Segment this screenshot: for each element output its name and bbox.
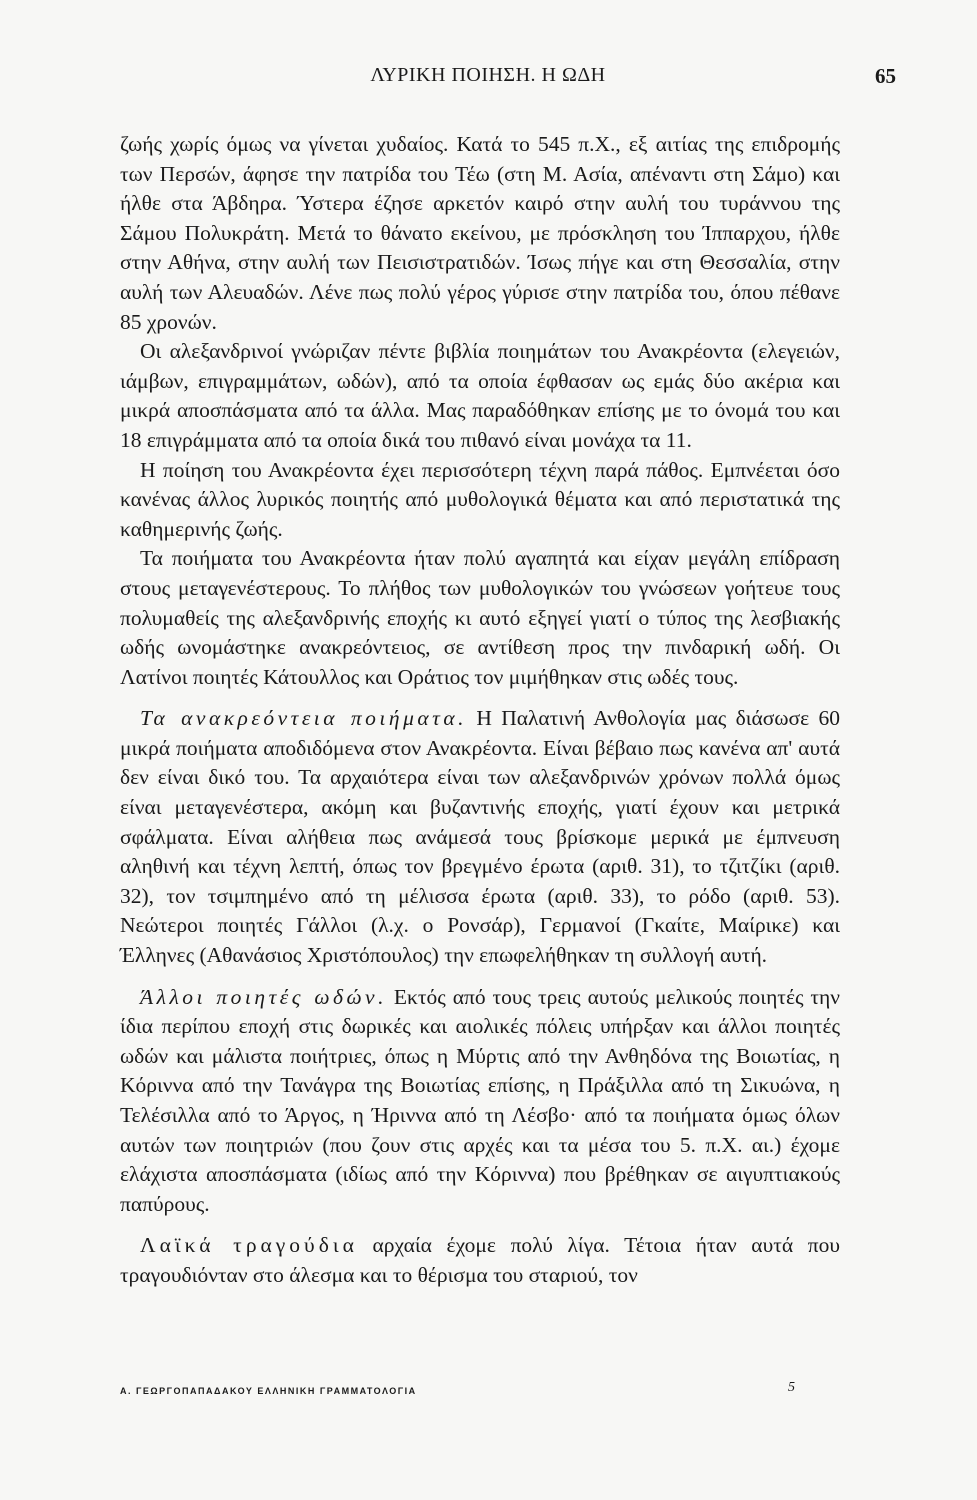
section-heading-anacreontea: Τα ανακρεόντεια ποιήματα. — [140, 706, 467, 731]
body-text — [120, 130, 840, 1291]
section-text-anacreontea: Η Παλατινή Ανθολογία μας διάσωσε 60 μικρά ποιήματα αποδιδόμενα στον Ανακρέοντα. Είναι βέβαιο πως κανένα απ' αυτά δεν είναι δικό του. Τα αρχαιότερα είναι των αλεξανδρινών χρόνων πολλά όμως είναι μεταγενέστερα, ακόμη και βυζαντινής εποχής, γιατί έχουν και μετρικά σφάλματα. Είναι αλήθεια πως ανάμεσά τους βρίσκομε μερικά με έμπνευση αληθινή και τέχνη λεπτή, όπως τον βρεγμένο έρωτα (αριθ. 31), το τζιτζίκι (αριθ. 32), τον τσιμπημένο από τη μέλισσα έρωτα (αριθ. 33), το ρόδο (αριθ. 53). Νεώτεροι ποιητές Γάλλοι (λ.χ. ο Ρονσάρ), Γερμανοί (Γκαίτε, Μαίρικε) και Έλληνες (Αθανάσιος Χριστόπουλος) την επωφελήθηκαν τη συλλογή αυτή. — [120, 706, 841, 968]
running-title: ΛΥΡΙΚΗ ΠΟΙΗΣΗ. Η ΩΔΗ — [370, 64, 606, 86]
paragraph-influence: Τα ποιήματα του Ανακρέοντα ήταν πολύ αγαπητά και είχαν μεγάλη επίδραση στους μεταγενέστερους. Το πλήθος των μυθολογικών του γνώσεων γοήτευε τους πολυμαθείς της αλεξανδρινής εποχής κι αυτό εξηγεί γιατί ο τύπος της λεσβιακής ωδής ωνομάστηκε ανακρεόντειος, σε αντίθεση προς την πινδαρική ωδή. Οι Λατίνοι ποιητές Κάτουλλος και Οράτιος τον μιμήθηκαν στις ωδές τους. — [120, 546, 840, 689]
page-footer — [120, 1380, 840, 1410]
signature-mark: 5 — [788, 1380, 795, 1395]
book-reference: Α. ΓΕΩΡΓΟΠΑΠΑΔΑΚΟΥ ΕΛΛΗΝΙΚΗ ΓΡΑΜΜΑΤΟΛΟΓΙΑ — [120, 1386, 417, 1396]
paragraph-alexandrian-books: Οι αλεξανδρινοί γνώριζαν πέντε βιβλία ποιημάτων του Ανακρέοντα (ελεγειών, ιάμβων, επιγραμμάτων, ωδών), από τα οποία έφθασαν ως εμάς δύο ακέρια και μικρά αποσπάσματα από τα άλλα. Μας παραδόθηκαν επίσης με το όνομά του και 18 επιγράμματα από τα οποία δικά του πιθανό είναι μονάχα τα 11. — [120, 339, 840, 452]
page-number: 65 — [875, 64, 896, 88]
section-anacreontea — [120, 704, 840, 970]
section-text-other-poets: Εκτός από τους τρεις αυτούς μελικούς ποιητές την ίδια περίπου εποχή στις δωρικές και αιολικές πόλεις υπήρξαν και άλλοι ποιητές ωδών και μάλιστα ποιήτριες, όπως η Μύρτις από την Ανθηδόνα της Βοιωτίας, η Κόριννα από την Τανάγρα της Βοιωτίας επίσης, η Πράξιλλα από τη Σικυώνα, η Τελέσιλλα από το Άργος, η Ήριννα από τη Λέσβο· από τα ποιήματα όμως όλων αυτών των ποιητριών (που ζουν στις αρχές και τα μέσα του 5. π.Χ. αι.) έχομε ελάχιστα αποσπάσματα (ιδίως από την Κόριννα) που βρέθηκαν σε αιγυπτιακούς παπύρους. — [120, 984, 841, 1216]
running-header — [80, 64, 896, 94]
section-heading-folk-songs: Λαϊκά τραγούδια — [140, 1233, 358, 1258]
section-other-poets — [120, 983, 840, 1220]
section-text-folk-songs: αρχαία έχομε πολύ λίγα. Τέτοια ήταν αυτά που τραγουδιόνταν στο άλεσμα και το θέρισμα του σταριού, τον — [120, 1233, 840, 1287]
paragraph-anacreon-life: ζωής χωρίς όμως να γίνεται χυδαίος. Κατά το 545 π.Χ., εξ αιτίας της επιδρομής των Περσών, άφησε την πατρίδα του Τέω (στη Μ. Ασία, απέναντι στη Σάμο) και ήλθε στα Άβδηρα. Ύστερα έζησε αρκετόν καιρό στην αυλή του τυράννου της Σάμου Πολυκράτη. Μετά το θάνατο εκείνου, με πρόσκληση του Ίππαρχου, ήλθε στην Αθήνα, στην αυλή των Πεισιστρατιδών. Ίσως πήγε και στη Θεσσαλία, στην αυλή των Αλευαδών. Λένε πως πολύ γέρος γύρισε στην πατρίδα του, όπου πέθανε 85 χρονών. — [120, 132, 840, 334]
paragraph-poetry-style: Η ποίηση του Ανακρέοντα έχει περισσότερη τέχνη παρά πάθος. Εμπνέεται όσο κανένας άλλος λυρικός ποιητής από μυθολογικά θέματα και από περιστατικά της καθημερινής ζωής. — [120, 457, 840, 541]
section-heading-other-poets: Άλλοι ποιητές ωδών. — [140, 984, 387, 1009]
section-folk-songs — [120, 1231, 840, 1290]
